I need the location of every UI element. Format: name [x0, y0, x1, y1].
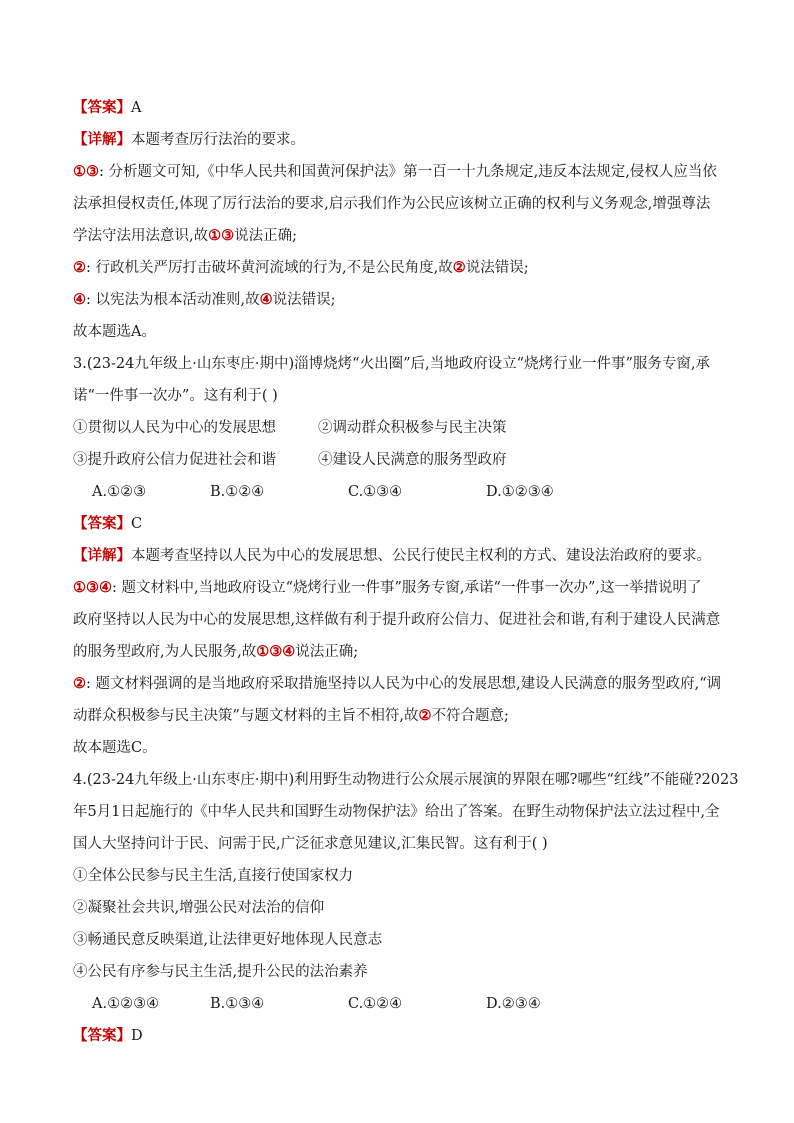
- q3-choice-c: C.①③④: [348, 484, 403, 500]
- q3-analysis-1-line2: 政府坚持以人民为中心的发展思想,这样做有利于提升政府公信力、促进社会和谐,有利于建设人民满意: [73, 612, 721, 628]
- q2-analysis-2: ②: 行政机关严厉打击破坏黄河流域的行为,不是公民角度,故②说法错误;: [73, 259, 529, 276]
- q4-choice-c: C.①②④: [348, 996, 403, 1012]
- q2-analysis-1-line1: ①③: 分析题文可知,《中华人民共和国黄河保护法》第一百一十九条规定,违反本法规定,侵权人应当依: [73, 163, 717, 180]
- q2-answer: 【答案】A: [73, 99, 142, 116]
- q3-option-1: ①贯彻以人民为中心的发展思想: [73, 420, 276, 436]
- q4-answer: 【答案】D: [73, 1027, 143, 1044]
- q3-analysis-2-line1: ②: 题文材料强调的是当地政府采取措施坚持以人民为中心的发展思想,建设人民满意的服务型政府,“调: [73, 675, 722, 692]
- q4-stem-line3: 国人大坚持问计于民、问需于民,广泛征求意见建议,汇集民智。这有利于( ): [73, 836, 548, 852]
- q4-choice-d: D.②③④: [486, 996, 541, 1012]
- q4-option-4: ④公民有序参与民主生活,提升公民的法治素养: [73, 964, 368, 980]
- q4-option-1: ①全体公民参与民主生活,直接行使国家权力: [73, 868, 354, 884]
- q3-detail: 【详解】本题考查坚持以人民为中心的发展思想、公民行使民主权利的方式、建设法治政府的要求。: [73, 547, 711, 564]
- q3-analysis-1-line1: ①③④: 题文材料中,当地政府设立“烧烤行业一件事”服务专窗,承诺“一件事一次办”,这一举措说明了: [73, 579, 702, 596]
- q3-conclusion: 故本题选C。: [73, 740, 157, 756]
- q3-choice-d: D.①②③④: [486, 484, 554, 500]
- q3-option-4: ④建设人民满意的服务型政府: [318, 452, 507, 468]
- q4-stem-line1: 4.(23-24九年级上·山东枣庄·期中)利用野生动物进行公众展示展演的界限在哪?哪些“红线”不能碰?2023: [73, 772, 739, 788]
- q4-option-2: ②凝聚社会共识,增强公民对法治的信仰: [73, 900, 325, 916]
- q2-analysis-1-line3: 学法守法用法意识,故①③说法正确;: [73, 227, 297, 244]
- q3-choice-b: B.①②④: [210, 484, 265, 500]
- q2-detail: 【详解】本题考查厉行法治的要求。: [73, 131, 305, 148]
- q3-stem-line1: 3.(23-24九年级上·山东枣庄·期中)淄博烧烤“火出圈”后,当地政府设立“烧烤行业一件事”服务专窗,承: [73, 356, 711, 372]
- q3-answer: 【答案】C: [73, 515, 143, 532]
- q2-conclusion: 故本题选A。: [73, 324, 156, 340]
- q3-analysis-2-line2: 动群众积极参与民主决策”与题文材料的主旨不相符,故②不符合题意;: [73, 707, 509, 724]
- q3-option-2: ②调动群众积极参与民主决策: [318, 420, 507, 436]
- q4-option-3: ③畅通民意反映渠道,让法律更好地体现人民意志: [73, 932, 383, 948]
- q4-choice-a: A.①②③④: [92, 996, 160, 1012]
- q4-choice-b: B.①③④: [210, 996, 265, 1012]
- q3-option-3: ③提升政府公信力促进社会和谐: [73, 452, 276, 468]
- q2-analysis-3: ④: 以宪法为根本活动准则,故④说法错误;: [73, 291, 336, 308]
- q3-stem-line2: 诺“一件事一次办”。这有利于( ): [73, 388, 278, 404]
- q3-choice-a: A.①②③: [92, 484, 147, 500]
- q4-stem-line2: 年5月1日起施行的《中华人民共和国野生动物保护法》给出了答案。在野生动物保护法立法过程中,全: [73, 804, 720, 820]
- q2-analysis-1-line2: 法承担侵权责任,体现了厉行法治的要求,启示我们作为公民应该树立正确的权利与义务观念,增强尊法: [73, 196, 711, 212]
- q3-analysis-1-line3: 的服务型政府,为人民服务,故①③④说法正确;: [73, 643, 359, 660]
